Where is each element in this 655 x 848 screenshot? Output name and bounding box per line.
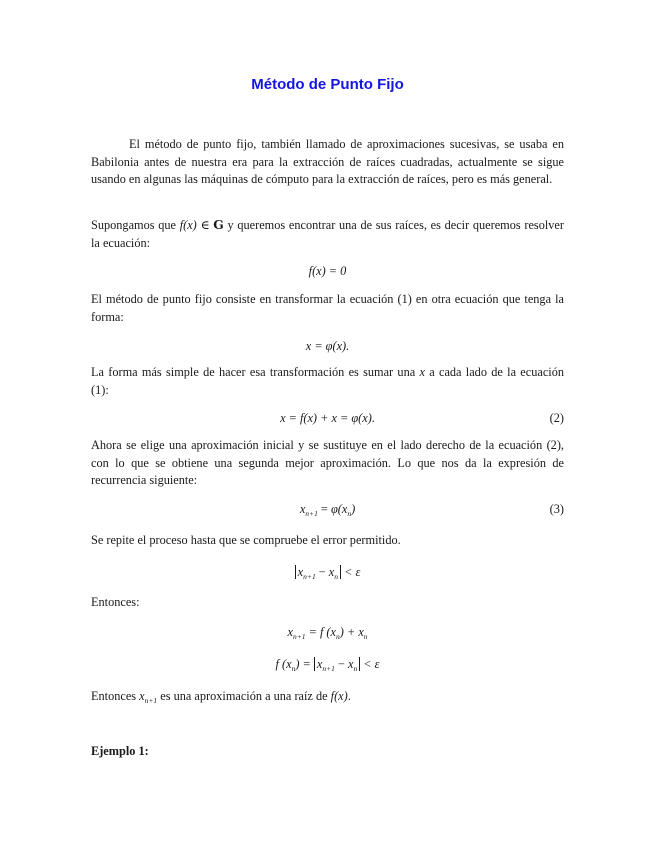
fx-lt: < ε xyxy=(360,657,380,671)
err-b-sub: n xyxy=(334,572,339,581)
fx-b: x xyxy=(316,657,323,671)
fx-a: x xyxy=(286,657,292,671)
fx-abs-value xyxy=(314,657,360,671)
equation-phi xyxy=(91,337,564,355)
intro-paragraph: El método de punto fijo, también llamado de aproximaciones sucesivas, se usaba en Babilonia antes de nuestra era para la extracción de raíces cuadradas, actualmente se sigue usando en algunas las máquinas de cómputo para la extracción de raíces, pero es más general. xyxy=(91,137,564,187)
suppose-fx: f(x) xyxy=(179,218,197,232)
iter-b-sub: n xyxy=(336,632,340,641)
iter-c: x xyxy=(358,625,364,639)
iter-c-sub: n xyxy=(363,632,368,641)
conclusion-prefix: Entonces xyxy=(91,689,137,703)
err-minus: − xyxy=(315,565,329,579)
iter-plus: ) + xyxy=(339,625,359,639)
equation-2-number: (2) xyxy=(549,411,564,425)
iter-mid: = f ( xyxy=(305,625,331,639)
conclusion-fx: f(x) xyxy=(330,689,348,703)
iter-a-sub: n+1 xyxy=(292,632,306,641)
suppose-suffix: y queremos encontrar una de sus raíces, es decir queremos resolver la ecuación: xyxy=(91,218,564,250)
fx-eq: ) = xyxy=(295,657,314,671)
iter-b: x xyxy=(330,625,337,639)
eq3-lhs-sub: n+1 xyxy=(305,509,318,518)
simple-form-suffix: a cada lado de la ecuación (1): xyxy=(91,365,564,397)
fx-minus: − xyxy=(334,657,348,671)
function-set-symbol: G xyxy=(213,217,224,232)
equation-phi-text: x = φ(x). xyxy=(305,339,350,353)
equation-3-number: (3) xyxy=(549,502,564,516)
conclusion-var: x xyxy=(139,689,145,703)
equation-2-text: x = f(x) + x = φ(x). xyxy=(280,411,375,425)
example-heading: Ejemplo 1: xyxy=(91,744,149,758)
equation-2 xyxy=(91,409,564,427)
initial-approx-paragraph: Ahora se elige una aproximación inicial y se sustituye en el lado derecho de la ecuación (2), con lo que se obtiene una segunda mejor aproximación. Lo que nos da la expresión de recurrencia siguiente: xyxy=(91,438,564,488)
fx-pre: f ( xyxy=(275,657,287,671)
equation-fx-error xyxy=(91,655,564,678)
simple-form-paragraph xyxy=(91,364,564,399)
err-a: x xyxy=(297,565,304,579)
error-abs-value xyxy=(295,565,341,579)
eq3-lhs-var: x xyxy=(299,502,306,516)
conclusion-end: . xyxy=(347,689,351,703)
element-of-symbol: ∈ xyxy=(200,218,210,232)
equation-3 xyxy=(91,500,564,523)
conclusion-middle: es una aproximación a una raíz de xyxy=(160,689,328,703)
document-title: Método de Punto Fijo xyxy=(251,76,404,93)
eq3-phi: φ( xyxy=(330,502,342,516)
fx-b-sub: n+1 xyxy=(322,664,335,673)
suppose-paragraph xyxy=(91,216,564,252)
eq3-rhs-var: x xyxy=(341,502,348,516)
err-a-sub: n+1 xyxy=(303,572,316,581)
transform-paragraph: El método de punto fijo consiste en transformar la ecuación (1) en otra ecuación que tenga la forma: xyxy=(91,292,564,324)
eq3-close: ) xyxy=(351,502,356,516)
iter-a: x xyxy=(287,625,293,639)
err-lt: < ε xyxy=(341,565,361,579)
simple-form-prefix: La forma más simple de hacer esa transformación es sumar una xyxy=(91,365,416,379)
conclusion-var-sub: n+1 xyxy=(144,696,158,705)
err-b: x xyxy=(328,565,335,579)
conclusion-paragraph xyxy=(91,688,564,710)
suppose-prefix: Supongamos que xyxy=(91,218,176,232)
equation-root xyxy=(91,262,564,280)
repeat-paragraph: Se repite el proceso hasta que se compruebe el error permitido. xyxy=(91,533,401,547)
fx-c-sub: n xyxy=(353,664,358,673)
then-paragraph: Entonces: xyxy=(91,595,140,609)
eq3-rhs-sub: n xyxy=(347,509,352,518)
equation-root-text: f(x) = 0 xyxy=(308,264,347,278)
equation-error xyxy=(91,563,564,586)
fx-c: x xyxy=(347,657,354,671)
eq3-equals: = xyxy=(317,502,331,516)
simple-form-var: x xyxy=(419,365,425,379)
equation-iteration xyxy=(91,623,564,646)
fx-a-sub: n xyxy=(291,664,296,673)
